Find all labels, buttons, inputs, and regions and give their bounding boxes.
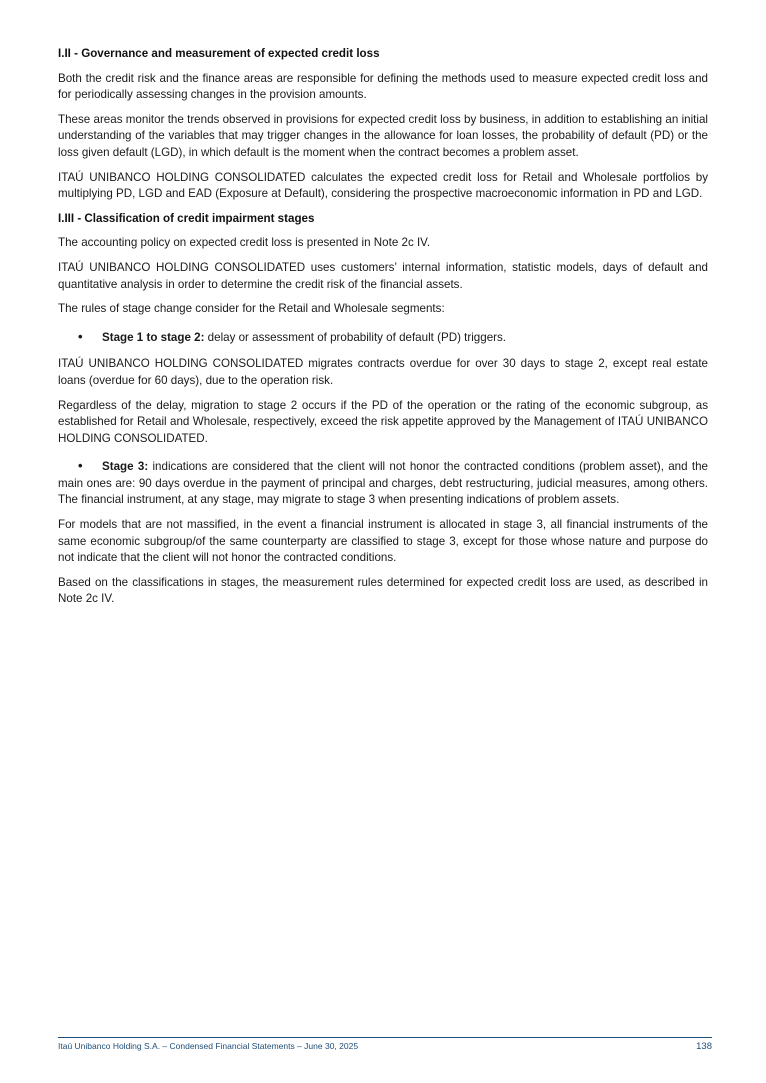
classification-paragraph-5: Regardless of the delay, migration to stage 2 occurs if the PD of the operation or the rating of the economic subgroup, as established for Retail and Wholesale, respectively, exceed the risk appetite approved by the Management of ITAÚ UNIBANCO HOLDING CONSOLIDATED. <box>58 398 708 445</box>
bullet-dot-icon: • <box>78 328 83 344</box>
document-body <box>58 46 708 616</box>
bullet-stage-1-to-2-label: Stage 1 to stage 2: <box>102 330 205 344</box>
governance-paragraph-1: Both the credit risk and the finance areas are responsible for defining the methods used to measure expected credit loss and for periodically assessing changes in the provision amounts. <box>58 71 708 102</box>
bullet-stage-3-text: indications are considered that the client will not honor the contracted conditions (problem asset), and the main ones are: 90 days overdue in the payment of principal and charges, debt restructuring, judicial measures, among others. The financial instrument, at any stage, may migrate to stage 3 when presenting indications of problem assets. <box>58 460 708 507</box>
bullet-dot-icon: • <box>78 458 83 474</box>
footer-document-title: Itaú Unibanco Holding S.A. – Condensed Financial Statements – June 30, 2025 <box>58 1041 359 1051</box>
classification-paragraph-1: The accounting policy on expected credit loss is presented in Note 2c IV. <box>58 236 431 250</box>
footer-divider <box>58 1037 712 1038</box>
classification-paragraph-2: ITAÚ UNIBANCO HOLDING CONSOLIDATED uses customers’ internal information, statistic models, days of default and quantitative analysis in order to determine the credit risk of the financial assets. <box>58 260 708 291</box>
classification-paragraph-4: ITAÚ UNIBANCO HOLDING CONSOLIDATED migrates contracts overdue for over 30 days to stage 2, except real estate loans (overdue for 60 days), due to the operation risk. <box>58 357 708 387</box>
classification-paragraph-6: For models that are not massified, in the event a financial instrument is allocated in stage 3, all financial instruments of the same economic subgroup/of the same counterparty are classified to stage 3, except for those whose nature and purpose do not indicate that the client will not honor the contracted conditions. <box>58 518 708 565</box>
governance-paragraph-3: ITAÚ UNIBANCO HOLDING CONSOLIDATED calculates the expected credit loss for Retail and Wholesale portfolios by multiplying PD, LGD and EAD (Exposure at Default), considering the prospective macroeconomic information in PD and LGD. <box>58 170 708 201</box>
bullet-stage-1-to-2-text: delay or assessment of probability of default (PD) triggers. <box>204 330 507 344</box>
footer-page-number: 138 <box>696 1041 712 1052</box>
bullet-stage-3-label: Stage 3: <box>102 460 149 474</box>
bullet-stage-3 <box>58 459 708 509</box>
classification-heading: I.III - Classification of credit impairment stages <box>58 211 315 225</box>
bullet-stage-1-to-2 <box>58 330 708 347</box>
classification-paragraph-3: The rules of stage change consider for the Retail and Wholesale segments: <box>58 302 445 316</box>
governance-heading: I.II - Governance and measurement of expected credit loss <box>58 47 380 60</box>
classification-paragraph-7: Based on the classifications in stages, the measurement rules determined for expected credit loss are used, as described in Note 2c IV. <box>58 575 708 606</box>
governance-paragraph-2: These areas monitor the trends observed in provisions for expected credit loss by business, in addition to establishing an initial understanding of the variables that may trigger changes in the allowance for loan losses, the probability of default (PD) or the loss given default (LGD), in which default is the moment when the contract becomes a problem asset. <box>58 112 708 159</box>
